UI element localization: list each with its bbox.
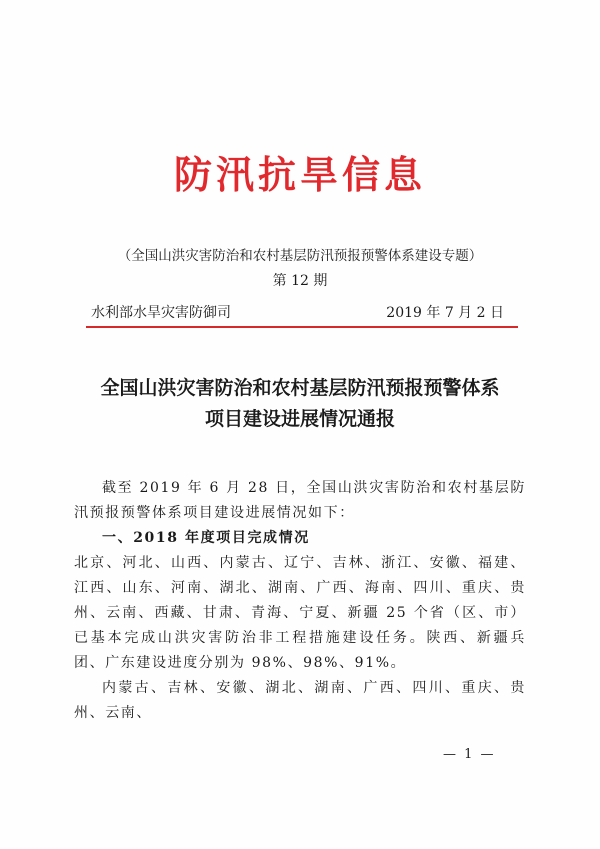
intro-paragraph: 截至 2019 年 6 月 28 日，全国山洪灾害防治和农村基层防汛预报预警体系项目建设进展情况如下：: [74, 480, 526, 521]
article-title-line-1: 全国山洪灾害防治和农村基层防汛预报预警体系: [100, 377, 500, 399]
masthead-subtitle: （全国山洪灾害防治和农村基层防汛预报预警体系建设专题）: [117, 248, 483, 264]
issue-number: 第 12 期: [272, 273, 328, 289]
section-paragraph-continued: 内蒙古、吉林、安徽、湖北、湖南、广西、四川、重庆、贵州、云南、: [74, 680, 526, 721]
section-heading: 一、2018 年度项目完成情况: [102, 530, 310, 546]
page-number: — 1 —: [443, 747, 496, 762]
publisher: 水利部水旱灾害防御司: [91, 305, 231, 321]
masthead-title: 防汛抗旱信息: [173, 152, 426, 197]
section-paragraph: 北京、河北、山西、内蒙古、辽宁、吉林、浙江、安徽、福建、江西、山东、河南、湖北、湖南、广西、海南、四川、重庆、贵州、云南、西藏、甘肃、青海、宁夏、新疆 25 个省（区、市）已基本完成山洪灾害防治非工程措施建设任务。陕西、新疆兵团、广东建设进度分别为 98%、98%、91%。: [74, 555, 526, 671]
publish-date: 2019 年 7 月 2 日: [386, 305, 504, 321]
article-title-line-2: 项目建设进展情况通报: [204, 408, 395, 430]
article-title: [0, 373, 600, 435]
header-divider: [86, 326, 518, 328]
article-body: [74, 476, 526, 726]
